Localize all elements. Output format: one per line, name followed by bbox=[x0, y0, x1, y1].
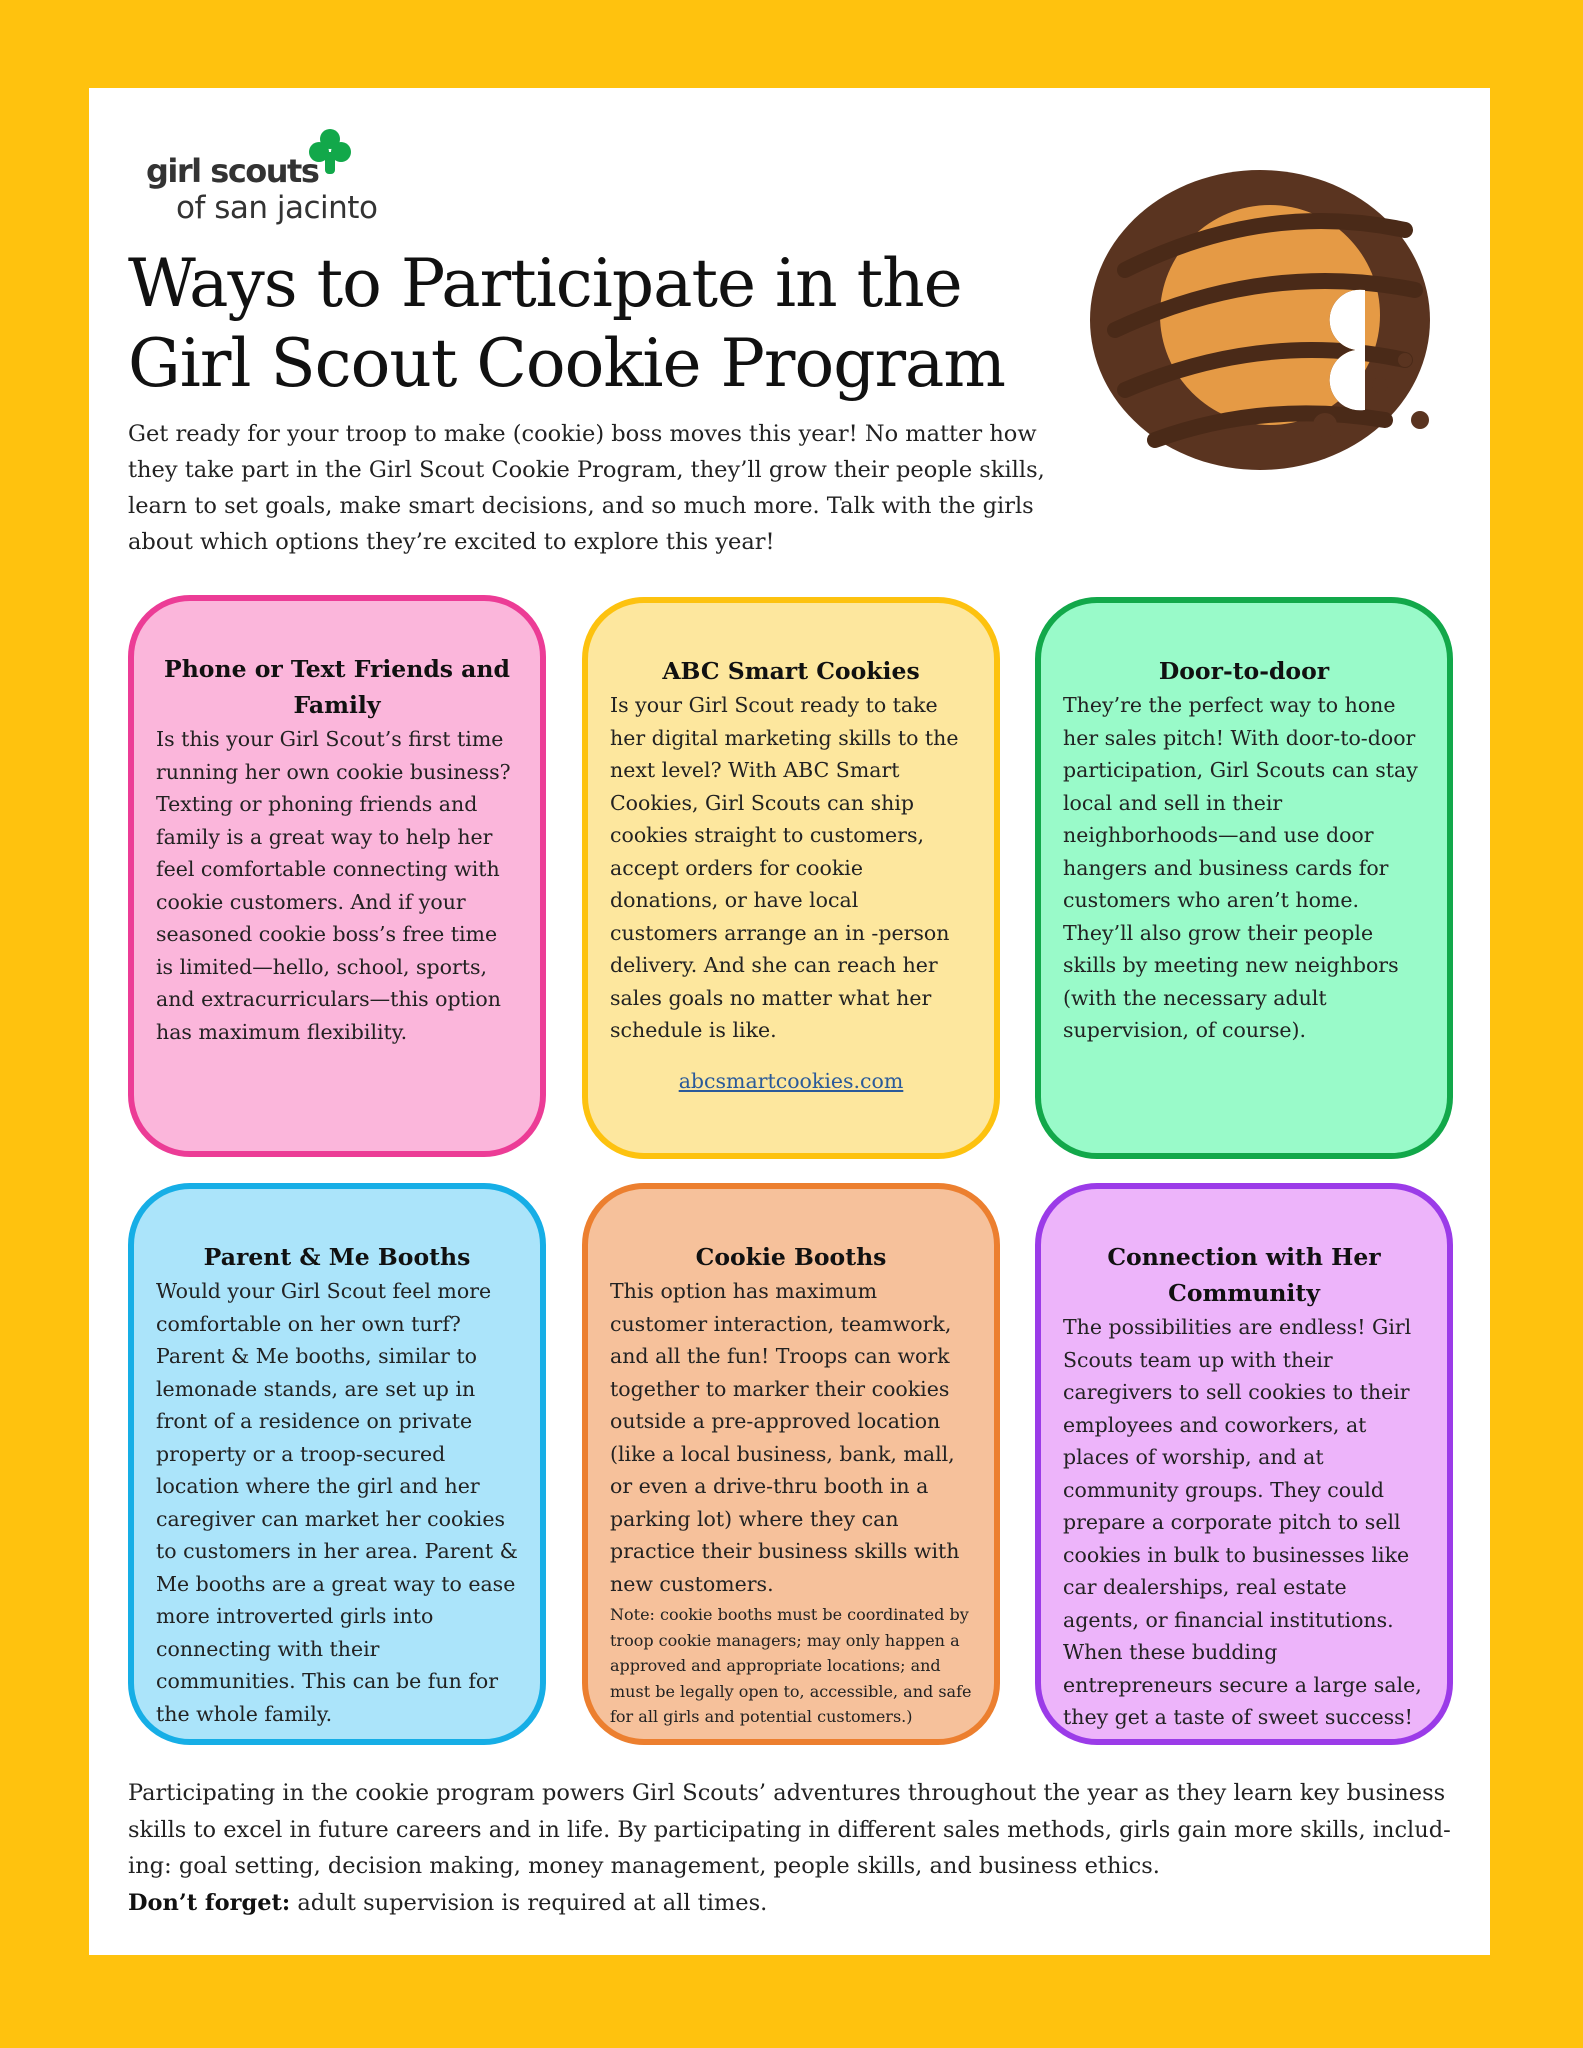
card-body: The possibilities are endless! Girl Scouts team up with their caregivers to sell cookies to their employees and coworkers, at places of worship, and at community groups. They could prepare a corporate pitch to sell cookies in bulk to businesses like car dealerships, real estate agents, or financial institutions. When these budding entrepreneurs secure a large sale, they get a taste of sweet success! bbox=[1063, 1315, 1422, 1729]
card-body: They’re the perfect way to hone her sales pitch! With door-to-door participation, Girl Scouts can stay local and sell in their neighborhoods—and use door hangers and business cards for customers who aren’t home. They’ll also grow their people skills by meeting new neighbors (with the necessary adult supervision, of course). bbox=[1063, 693, 1418, 1042]
card-title: Phone or Text Friends and Family bbox=[164, 655, 510, 719]
logo-line-2: of san jacinto bbox=[176, 190, 378, 226]
card-title: Cookie Booths bbox=[695, 1243, 887, 1271]
card-body: Is this your Girl Scout’s first time running her own cookie business? Texting or phoning friends and family is a great way to help her feel comfortable connecting with cookie customers. And if your seasoned cookie boss’s free time is limited—hello, school, sports, and extracurriculars—this option has maximum flexibility. bbox=[156, 727, 511, 1044]
card-note: Note: cookie booths must be coordinated by troop cookie managers; may only happen a approved and appropriate locations; and must be legally open to, accessible, and safe for all girls and potential customers.) bbox=[610, 1605, 972, 1726]
card-door-to-door bbox=[1035, 597, 1453, 1159]
card-phone-text bbox=[128, 595, 546, 1157]
abc-smart-cookies-link[interactable]: abcsmartcookies.com bbox=[678, 1068, 904, 1093]
card-title: Parent & Me Booths bbox=[203, 1243, 471, 1271]
card-title: Door-to-door bbox=[1158, 657, 1330, 685]
reminder-text: adult supervision is required at all times. bbox=[290, 1889, 768, 1916]
logo-line-1: girl scouts bbox=[146, 152, 319, 190]
card-abc-smart-cookies bbox=[582, 597, 1000, 1159]
card-community bbox=[1035, 1183, 1453, 1745]
card-title: Connection with Her Community bbox=[1107, 1243, 1381, 1307]
cookie-image bbox=[1085, 160, 1455, 480]
reminder-label: Don’t forget: bbox=[128, 1889, 291, 1916]
footer-paragraph: Participating in the cookie program powers Girl Scouts’ adventures throughout the year as they learn key business skills to excel in future careers and in life. By participating in different sales methods, girls gain more skills, includ- ing: goal setting, decision making, money management, people skills, and business ethics. bbox=[128, 1780, 1451, 1879]
card-cookie-booths bbox=[582, 1183, 1000, 1745]
card-parent-me-booths bbox=[128, 1183, 546, 1745]
card-body: Is your Girl Scout ready to take her digital marketing skills to the next level? With ABC Smart Cookies, Girl Scouts can ship cookies straight to customers, accept orders for cookie donations, or have local customers arrange an in -person delivery. And she can reach her sales goals no matter what her schedule is like. bbox=[610, 693, 959, 1042]
footer-text bbox=[128, 1775, 1468, 1921]
card-body: This option has maximum customer interaction, teamwork, and all the fun! Troops can work together to marker their cookies outside a pre-approved location (like a local business, bank, mall, or even a drive-thru booth in a parking lot) where they can practice their business skills with new customers. bbox=[610, 1279, 960, 1596]
girl-scouts-logo bbox=[146, 128, 406, 238]
page-title: Ways to Participate in the Girl Scout Cookie Program bbox=[128, 245, 1005, 402]
intro-paragraph: Get ready for your troop to make (cookie) boss moves this year! No matter how they take part in the Girl Scout Cookie Program, they’ll grow their people skills, learn to set goals, make smart decisions, and so much more. Talk with the girls about which options they’re excited to explore this year! bbox=[128, 421, 1045, 555]
card-title: ABC Smart Cookies bbox=[662, 657, 920, 685]
card-body: Would your Girl Scout feel more comfortable on her own turf? Parent & Me booths, similar to lemonade stands, are set up in front of a residence on private property or a troop-secured location where the girl and her caregiver can market her cookies to customers in her area. Parent & Me booths are a great way to ease more introverted girls into connecting with their communities. This can be fun for the whole family. bbox=[156, 1279, 518, 1726]
